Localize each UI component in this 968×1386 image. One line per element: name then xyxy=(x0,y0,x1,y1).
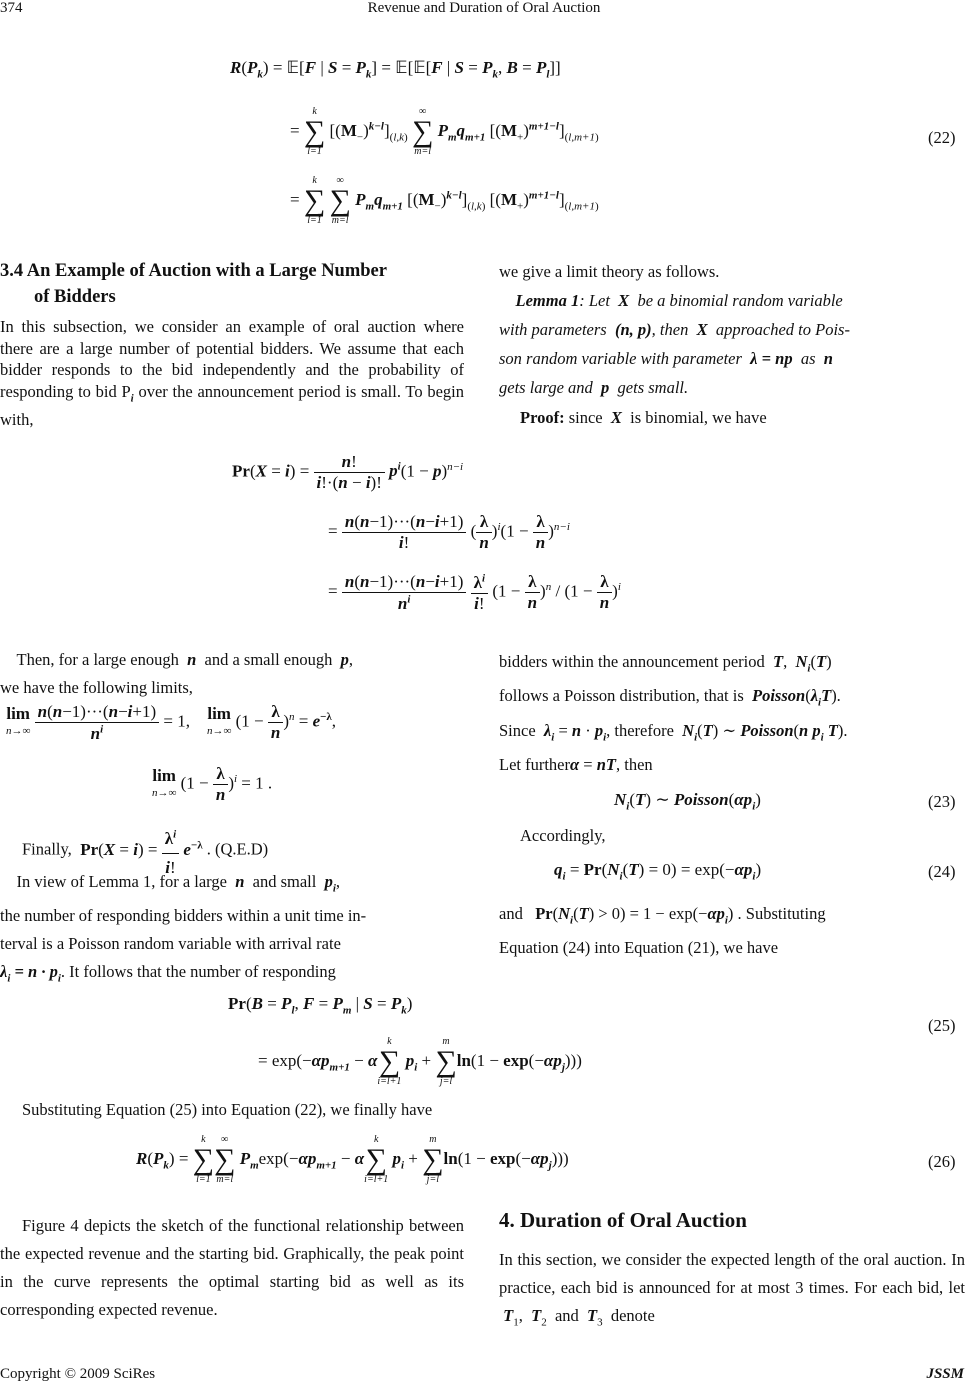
equation-23-number: (23) xyxy=(928,792,956,811)
finally-line: Finally, Pr(X = i) = $\frac{\lambda^i}{i!}$ $e^{-\lambda}$ . (Q.E.D) xyxy=(22,820,268,882)
limits-intro: Then, for a large enough n and a small enough p, we have the following limits, xyxy=(0,650,353,697)
binomial-line3: = $\frac{n(n-1)\cdot\cdot\cdot(n-i+1)}{n^i}$ $\frac{\lambda^i}{i!}$ (1 − $\frac{\lambda}{n}$ )$^n$ / (1 − $\frac{\lambda}{n}$ )$^i$ xyxy=(328,572,621,613)
page-number: 374 xyxy=(0,0,23,16)
accordingly-text: Accordingly, xyxy=(520,826,606,845)
equation-26: $R(P_k)$ = k ∑ l=1 ∞ ∑ m=l $P_m\exp(-\alpha p_{m+1} - \alpha$ k ∑ i=l+1 $p_i$ + m ∑ j=l $\ln(1 - \exp(-\alpha p_j))$) xyxy=(136,1134,569,1185)
lemma-1: Lemma 1: Let X be a binomial random variable with parameters (n, p), then X approached to Pois- son random variable with parameter λ = np as n gets large and p gets small. xyxy=(499,291,850,397)
equation-23: $N_i(T)$ ∼ $Poisson(\alpha p_i)$ xyxy=(614,790,761,813)
section-3-4-heading-line1: 3.4 An Example of Auction with a Large Number xyxy=(0,261,387,281)
equation-22-number: (22) xyxy=(928,128,956,147)
section-3-4-paragraph: In this subsection, we consider an example of oral auction where there are a large number of potential bidders. We assume that each bidder responds to the bid independently and the probability of responding to bid $P_i$ over the announcement period is small. To begin with, xyxy=(0,317,464,430)
proof-line: Proof: since X is binomial, we have xyxy=(520,408,767,427)
equation-24: $q_i = Pr(N_i(T) = 0) = \exp(-\alpha p_i)$ xyxy=(554,860,762,883)
lemma-view-paragraph: In view of Lemma 1, for a large n and small $p_i$, the number of responding bidders within a unit time in- terval is a Poisson random variable with arrival rate $\lambda_i = n \cdot p_i$. It follows that the number of responding xyxy=(0,872,367,985)
poisson-paragraph: bidders within the announcement period T, $N_i(T)$ follows a Poisson distribution, that is $Poisson(\lambda_iT)$. Since $\lambda_i = n \cdot p_i$, therefore $N_i(T)$ ∼ Poisson(n $p_i$ T). Let furtherα = nT, then xyxy=(499,652,848,774)
substituting-25-text: Substituting Equation (25) into Equation (22), we finally have xyxy=(22,1100,433,1119)
running-title: Revenue and Duration of Oral Auction xyxy=(367,0,601,16)
section-3-4-heading-line2: of Bidders xyxy=(34,287,116,307)
equation-22-line2: = k ∑ l=1 $[(M_-)^{k-l}]_{(l,k)}$ ∞ ∑ m=l $P_mq_{m+1}$ $[(M_+)^{m+1-l}]_{(l,m+1)}$ xyxy=(290,106,599,157)
section-4-paragraph: In this section, we consider the expected length of the oral auction. In practice, each bid is announced for at most 3 times. For each bid, let $T_1$, $T_2$ and $T_3$ denote xyxy=(499,1250,965,1329)
section-4-heading: 4. Duration of Oral Auction xyxy=(499,1208,747,1232)
limit-theory-intro: we give a limit theory as follows. xyxy=(499,262,720,281)
equation-25-number: (25) xyxy=(928,1016,956,1035)
equation-22-line1: $R(P_k)$ = 𝔼[F | $S = P_k$] = 𝔼[𝔼[F | $S = P_k$, $B = P_l$]] xyxy=(230,58,561,81)
limit-equation-2: lim n→∞ (1 − $\frac{\lambda}{n}$ )$^i$ = 1 . xyxy=(152,764,273,804)
limit-equation-1: lim n→∞ $\frac{n(n-1)\cdot\cdot\cdot(n-i+1)}{n^i}$ = 1, lim n→∞ (1 − $\frac{\lambda}{n}$ )$^n = e^{-\lambda}$, xyxy=(6,702,337,743)
substituting-paragraph: and $Pr(N_i(T) > 0) = 1 - \exp(-\alpha p_i)$ . Substituting Equation (24) into Equation (21), we have xyxy=(499,904,826,958)
equation-25-line1: $Pr(B = P_l$, $F = P_m$ | $S = P_k$) xyxy=(228,994,413,1017)
equation-24-number: (24) xyxy=(928,862,956,881)
binomial-line1: Pr(X = i) = $\frac{n!}{i!\cdot(n - i)!}$ $p^i(1 - p)^{n-i}$ xyxy=(232,452,464,492)
equation-25-line2: = $\exp(-\alpha p_{m+1} - \alpha$ k ∑ i=l+1 $p_i$ + m ∑ j=l $\ln(1 - \exp(-\alpha p_j))$) xyxy=(258,1036,582,1087)
equation-22-line3: = k ∑ l=1 ∞ ∑ m=l $P_mq_{m+1}$ $[(M_-)^{k-l}]_{(l,k)}$ $[(M_+)^{m+1-l}]_{(l,m+1)}$ xyxy=(290,175,599,226)
footer-copyright: Copyright © 2009 SciRes xyxy=(0,1366,156,1382)
figure-4-paragraph: Figure 4 depicts the sketch of the functional relationship between the expected revenue and the starting bid. Graphically, the peak point in the curve represents the optimal starting bid as well as its corresponding expected revenue. xyxy=(0,1216,464,1319)
equation-26-number: (26) xyxy=(928,1152,956,1171)
binomial-line2: = $\frac{n(n-1)\cdot\cdot\cdot(n-i+1)}{i!}$ ( $\frac{\lambda}{n}$ )$^i$(1 − $\frac{\lambda}{n}$ )$^{n-i}$ xyxy=(328,512,570,552)
footer-journal: JSSM xyxy=(926,1366,964,1382)
